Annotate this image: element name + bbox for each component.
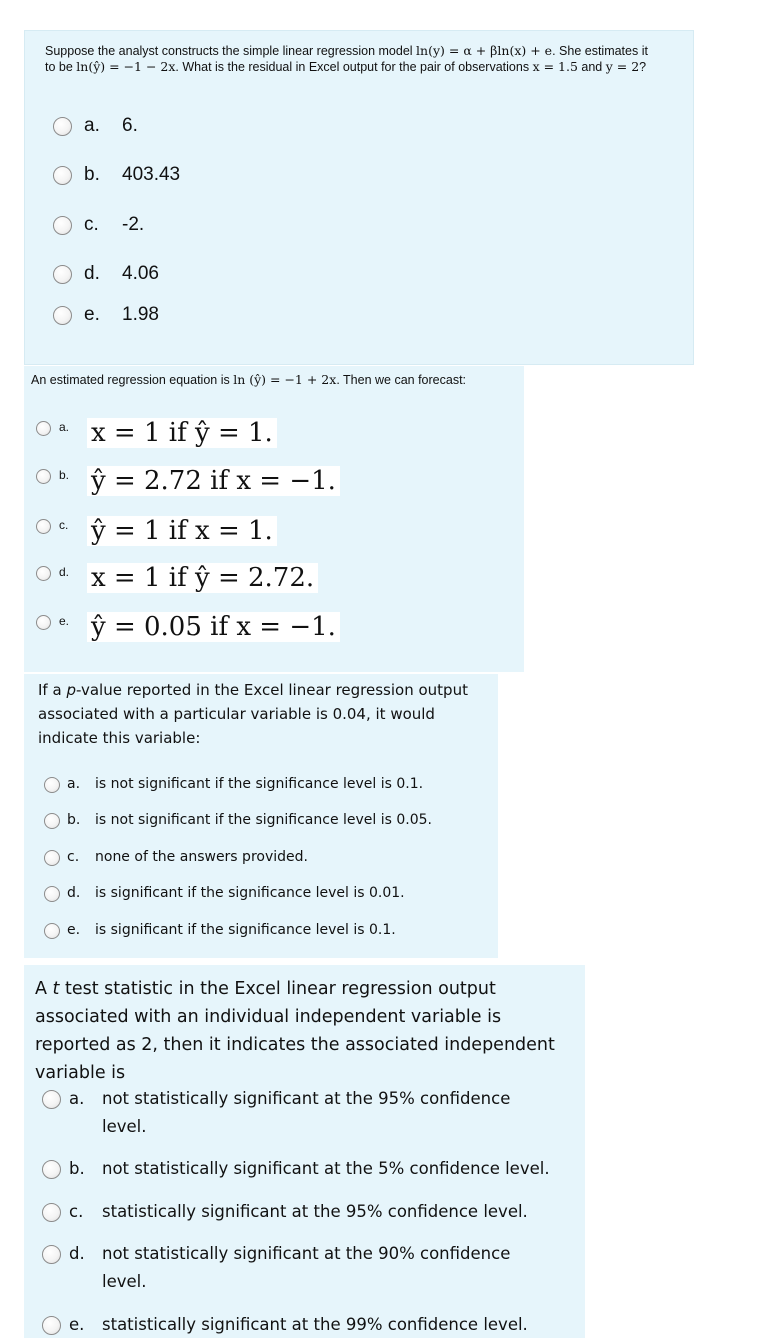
model-equation: ln(y) = α + βln(x) + e <box>416 43 553 58</box>
estimate-equation: ln(ŷ) = −1 − 2x <box>76 59 176 74</box>
option-text: statistically significant at the 95% confidence level. <box>102 1202 528 1221</box>
option-letter: e. <box>59 614 70 628</box>
radio-button[interactable] <box>44 777 60 793</box>
option-letter: e. <box>69 1315 85 1334</box>
question-4-option-a[interactable] <box>42 1085 542 1141</box>
option-letter: b. <box>67 812 81 828</box>
option-letter: b. <box>59 468 70 482</box>
question-1-panel <box>24 30 694 365</box>
question-4-panel <box>24 965 585 1338</box>
option-text: not statistically significant at the 5% confidence level. <box>102 1159 550 1178</box>
radio-button[interactable] <box>36 519 51 534</box>
radio-button[interactable] <box>53 306 72 325</box>
option-letter: e. <box>84 304 100 325</box>
radio-button[interactable] <box>53 265 72 284</box>
question-1-option-b[interactable] <box>53 164 180 186</box>
stem-text: A <box>35 979 53 999</box>
question-4-option-b[interactable] <box>42 1155 582 1183</box>
option-math: ŷ = 0.05 if x = −1. <box>87 612 340 642</box>
option-text: -2. <box>122 214 145 235</box>
option-text: 6. <box>122 115 138 136</box>
t-symbol: t <box>52 979 60 999</box>
option-text: 403.43 <box>122 164 181 185</box>
stem-text: . She estimates it <box>552 44 648 58</box>
question-1-option-e[interactable] <box>53 304 159 326</box>
radio-button[interactable] <box>53 166 72 185</box>
x-value: x = 1.5 <box>532 59 578 74</box>
regression-equation: ln (ŷ) = −1 + 2x <box>233 372 337 387</box>
radio-button[interactable] <box>36 615 51 630</box>
question-3-stem <box>38 678 492 750</box>
option-letter: d. <box>59 565 70 579</box>
option-letter: e. <box>67 922 81 938</box>
question-2-panel <box>24 366 524 672</box>
option-math: x = 1 if ŷ = 2.72. <box>87 563 318 593</box>
question-3-option-a[interactable] <box>44 776 423 793</box>
option-letter: d. <box>69 1244 85 1263</box>
option-letter: a. <box>59 420 70 434</box>
option-text: not statistically significant at the 90% confidence level. <box>102 1244 511 1291</box>
option-text: not statistically significant at the 95% confidence level. <box>102 1089 511 1136</box>
option-letter: a. <box>69 1089 85 1108</box>
question-3-option-d[interactable] <box>44 885 405 902</box>
question-1-option-c[interactable] <box>53 214 144 236</box>
option-letter: d. <box>67 885 81 901</box>
question-2-option-d[interactable] <box>36 563 318 593</box>
option-text: 4.06 <box>122 263 159 284</box>
radio-button[interactable] <box>44 886 60 902</box>
option-letter: a. <box>67 776 81 792</box>
option-text: is significant if the significance level is 0.01. <box>95 885 405 901</box>
option-letter: c. <box>67 849 80 865</box>
question-1-stem <box>45 43 685 75</box>
radio-button[interactable] <box>42 1160 61 1179</box>
radio-button[interactable] <box>36 469 51 484</box>
question-3-option-c[interactable] <box>44 849 308 866</box>
stem-text: -value reported in the Excel linear regression output associated with a particular variable is 0.04, it would indicate this variable: <box>38 681 468 747</box>
question-2-option-b[interactable] <box>36 466 340 496</box>
stem-text: ? <box>639 60 647 74</box>
stem-text: test statistic in the Excel linear regression output associated with an individual independent variable is reported as 2, then it indicates the associated independent variable is <box>35 979 555 1083</box>
radio-button[interactable] <box>36 566 51 581</box>
question-1-option-d[interactable] <box>53 263 159 285</box>
stem-text: An estimated regression equation is <box>31 373 234 387</box>
p-symbol: p <box>66 681 76 699</box>
stem-text: Suppose the analyst constructs the simple linear regression model <box>45 44 417 58</box>
option-text: is not significant if the significance level is 0.1. <box>95 776 424 792</box>
option-text: is not significant if the significance level is 0.05. <box>95 812 433 828</box>
option-letter: b. <box>69 1159 85 1178</box>
question-2-stem <box>31 372 466 387</box>
question-4-option-e[interactable] <box>42 1311 582 1339</box>
stem-text: If a <box>38 681 67 699</box>
radio-button[interactable] <box>53 216 72 235</box>
stem-text: and <box>577 60 606 74</box>
option-letter: c. <box>59 518 69 532</box>
radio-button[interactable] <box>36 421 51 436</box>
option-math: x = 1 if ŷ = 1. <box>87 418 277 448</box>
radio-button[interactable] <box>44 850 60 866</box>
stem-text: . What is the residual in Excel output for the pair of observations <box>175 60 533 74</box>
option-math: ŷ = 1 if x = 1. <box>87 516 277 546</box>
radio-button[interactable] <box>44 923 60 939</box>
radio-button[interactable] <box>42 1203 61 1222</box>
option-letter: a. <box>84 115 100 136</box>
option-letter: b. <box>84 164 100 185</box>
radio-button[interactable] <box>44 813 60 829</box>
question-2-option-a[interactable] <box>36 418 277 448</box>
option-text: none of the answers provided. <box>95 849 308 865</box>
question-2-option-e[interactable] <box>36 612 340 642</box>
option-letter: c. <box>69 1202 84 1221</box>
option-text: is significant if the significance level is 0.1. <box>95 922 396 938</box>
question-3-option-e[interactable] <box>44 922 396 939</box>
y-value: y = 2 <box>605 59 640 74</box>
stem-text: to be <box>45 60 77 74</box>
question-3-option-b[interactable] <box>44 812 432 829</box>
radio-button[interactable] <box>42 1245 61 1264</box>
question-3-panel <box>24 674 498 958</box>
option-text: statistically significant at the 99% confidence level. <box>102 1315 528 1334</box>
question-4-option-d[interactable] <box>42 1240 542 1296</box>
option-text: 1.98 <box>122 304 159 325</box>
question-1-option-a[interactable] <box>53 115 138 137</box>
option-letter: c. <box>84 214 99 235</box>
question-4-option-c[interactable] <box>42 1198 582 1226</box>
option-letter: d. <box>84 263 100 284</box>
option-math: ŷ = 2.72 if x = −1. <box>87 466 340 496</box>
question-4-stem <box>35 975 575 1087</box>
question-2-option-c[interactable] <box>36 516 277 546</box>
stem-text: . Then we can forecast: <box>336 373 467 387</box>
radio-button[interactable] <box>42 1316 61 1335</box>
radio-button[interactable] <box>53 117 72 136</box>
radio-button[interactable] <box>42 1090 61 1109</box>
